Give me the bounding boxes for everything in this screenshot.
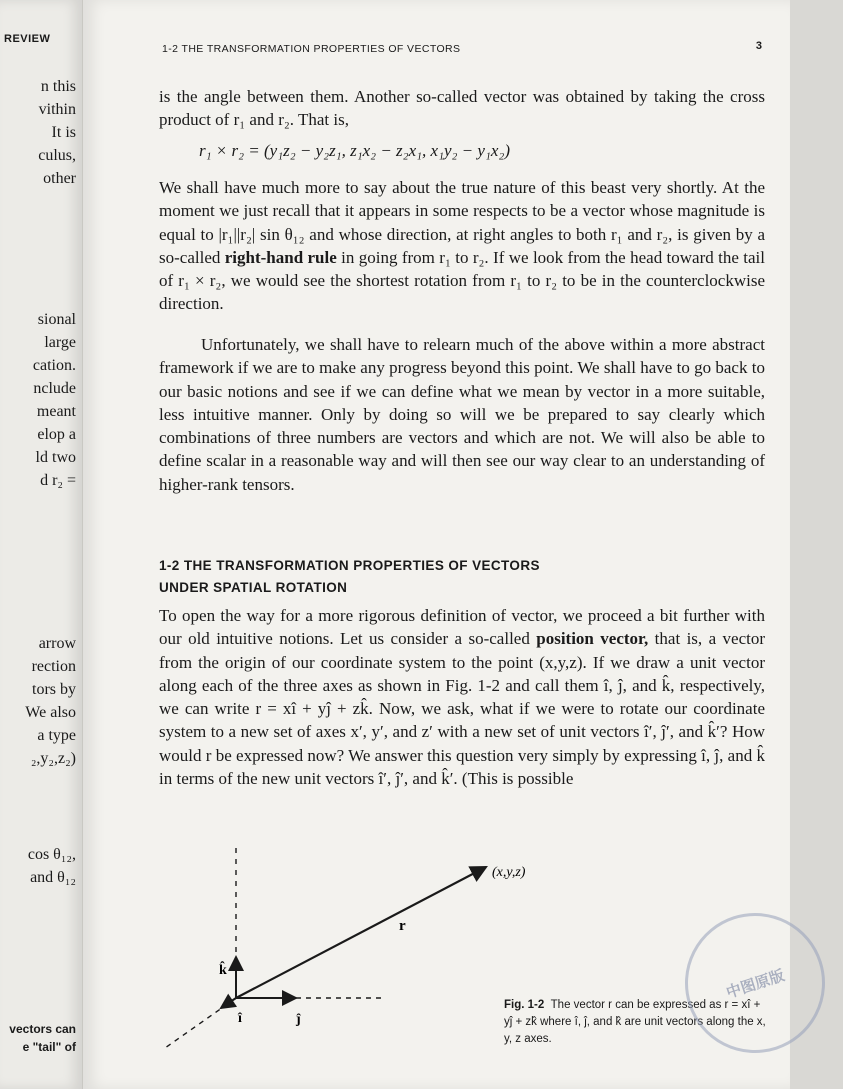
section-heading-line-1: 1-2 THE TRANSFORMATION PROPERTIES OF VECTORS [159,558,540,573]
left-page-edge [0,0,83,1089]
section-heading-line-2: UNDER SPATIAL ROTATION [159,580,348,595]
left-fragment: n this [40,78,76,95]
left-fragment: e "tail" of [22,1040,76,1054]
point-label: (x,y,z) [492,865,526,880]
paragraph-4-after: that is, a vector from the origin of our coordinate system to the point (x,y,z). If we draw a unit vector along each of the three axes as shown in Fig. 1-2 and call them î, ĵ, and k̂, respectively, we can write r = xî + yĵ + zk̂. Now, we ask, what if we were to rotate our coordinate system to a new set of axes x′, y′, and z′ with a new set of unit vectors î′, ĵ′, and k̂′? How would r be expressed now? We answer this question very simply by expressing î, ĵ, and k̂ in terms of the new unit vectors î′, ĵ′, and k̂′. (This is possible [159,629,765,789]
section-heading [159,555,540,599]
position-vector-r [236,867,486,998]
page-number: 3 [755,40,762,52]
left-fragment: large [44,334,76,351]
caption-text: The vector r can be expressed as r = xî + yĵ + zk̂ where î, ĵ, and k̂ are unit vectors along the x, y, z axes. [504,999,766,1045]
i-label: î [238,1011,242,1026]
left-fragment: and θ₁₂ [30,869,76,886]
left-fragment: nclude [33,380,76,397]
left-fragment: d r₂ = [40,472,76,489]
left-fragment: cos θ₁₂, [27,846,76,863]
left-fragment: sional [37,311,76,328]
paragraph-1-text: is the angle between them. Another so-called vector was obtained by taking the cross product of r₁ and r₂. That is, [159,87,765,130]
left-fragment: rection [31,658,76,675]
left-fragment: arrow [38,635,76,652]
left-fragment: tors by [32,681,76,698]
left-fragment: vectors can [9,1022,76,1036]
book-page [83,0,790,1089]
left-fragment: ₂,y₂,z₂) [30,750,76,767]
left-fragment: meant [36,403,76,420]
right-hand-rule-term: right-hand rule [224,247,337,267]
paragraph-2 [159,176,765,316]
left-fragment: elop a [37,426,76,443]
caption-label: Fig. 1-2 [504,999,545,1011]
paragraph-4-before: To open the way for a more rigorous definition of vector, we proceed a bit further with our old intuitive notions. Let us consider a so-called [159,606,765,649]
i-unit-vector [221,998,236,1008]
paragraph-2-after: in going from r₁ to r₂. If we look from the head toward the tail of r₁ × r₂, we would see the shortest rotation from r₁ to r₂ to be in the counterclockwise direction. [159,247,765,314]
cross-product-equation: r₁ × r₂ = (y₁z₂ − y₂z₁, z₁x₂ − z₂x₁, x₁y₂ − y₁x₂) [199,141,510,160]
j-label: ĵ [296,1012,301,1027]
left-fragment: It is [51,124,76,141]
left-fragment: vithin [38,101,76,118]
paragraph-1 [159,85,765,132]
left-running-head: REVIEW [4,33,51,45]
left-fragment: We also [25,704,76,721]
left-fragment: ld two [35,449,76,466]
paragraph-3-text: Unfortunately, we shall have to relearn much of the above within a more abstract framework if we are to make any progress beyond this point. We shall have to go back to our basic notions and see if we can define what we mean by vector in a more suitable, less intuitive manner. Only by doing so will we be prepared to say clearly which combinations of three numbers are vectors and which are not. We will also be able to define scalar in a reasonable way and will then see our way clear to an understanding of higher-rank tensors. [159,335,765,494]
paragraph-3 [159,333,765,496]
left-fragment: cation. [32,357,76,374]
paragraph-2-before: We shall have much more to say about the true nature of this beast very shortly. At the moment we just recall that it appears in some respects to be a vector whose magnitude is equal to |r₁||r₂| sin θ₁₂ and whose direction, at right angles to both r₁ and r₂, is given by a so-called [159,178,765,267]
running-title: 1-2 THE TRANSFORMATION PROPERTIES OF VECTORS [162,43,461,55]
k-label: k̂ [219,963,227,978]
left-fragment: other [43,170,76,187]
position-vector-term: position vector, [536,629,649,649]
paragraph-4 [159,604,765,790]
left-fragment: culus, [38,147,76,164]
left-fragment: a type [37,727,76,744]
watermark-text: 中图原版 [723,965,787,1002]
vector-label-r: r [399,918,406,934]
